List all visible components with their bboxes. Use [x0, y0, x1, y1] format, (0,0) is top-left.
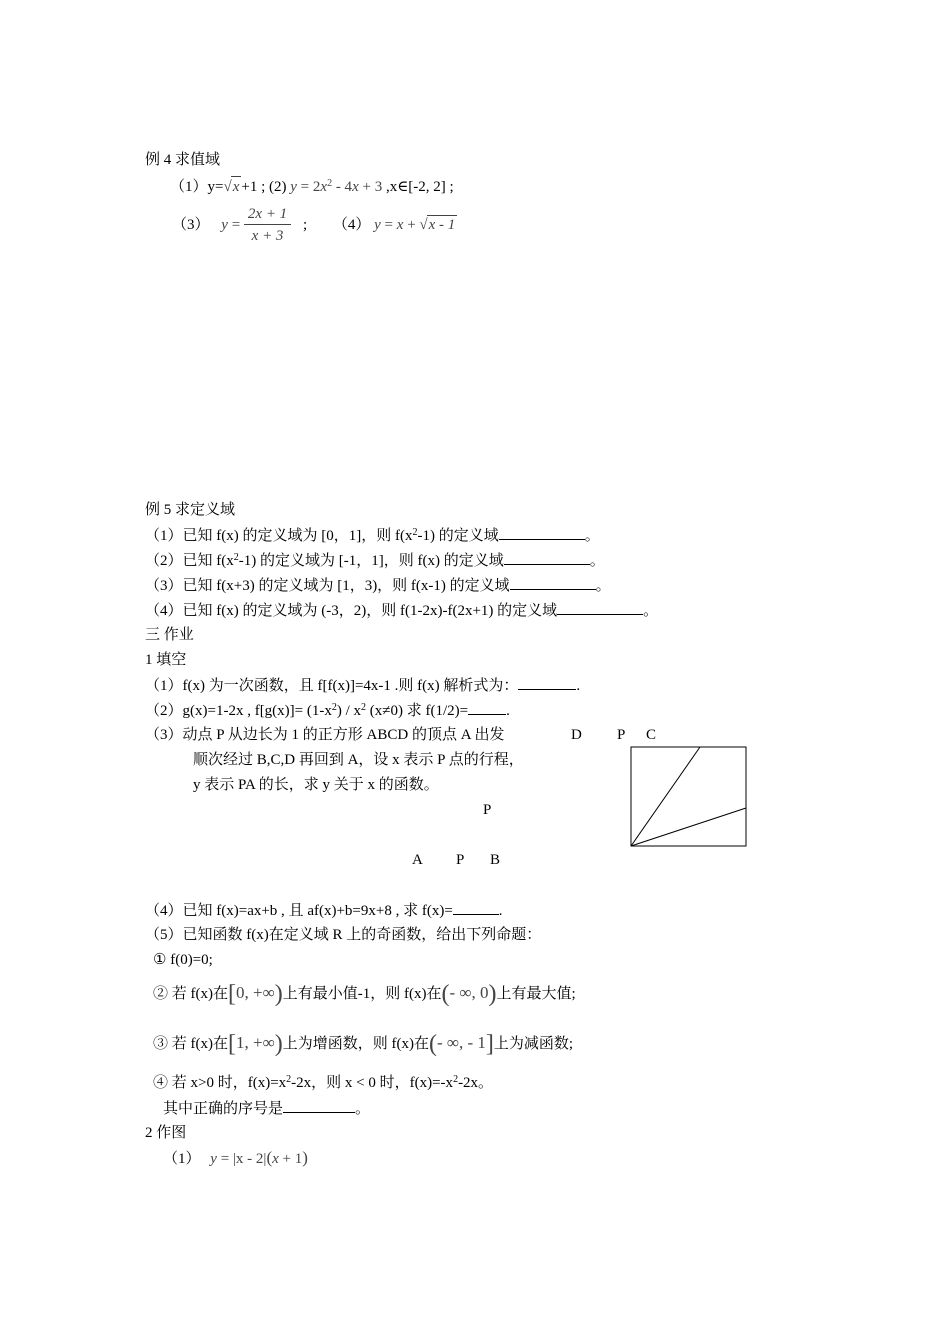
- ex4-q3-fraction: [244, 204, 291, 247]
- graph-q1-y: y: [210, 1151, 217, 1167]
- answer-blank[interactable]: [468, 700, 506, 715]
- graph-q1-eq: =: [216, 1151, 233, 1167]
- fill-q2-text3: (x≠0) 求 f(1/2)=: [366, 703, 469, 719]
- fill-q1-end: .: [576, 678, 581, 694]
- fill-question-2: [145, 700, 510, 721]
- prop3-text: ③ 若 f(x)在: [153, 1036, 228, 1052]
- fill-question-3-line-1: （3）动点 P 从边长为 1 的正方形 ABCD 的顶点 A 出发: [145, 727, 505, 743]
- ex5-question-2: [145, 550, 605, 571]
- ex4-q2-minus: - 4: [332, 179, 353, 195]
- ex4-q4-prefix: （4）: [332, 217, 371, 233]
- answer-blank[interactable]: [557, 600, 643, 615]
- answer-line: [163, 1098, 370, 1119]
- ex4-q4-eq: =: [380, 217, 397, 233]
- ex4-q2-x: x: [320, 179, 328, 195]
- answer-prompt: 其中正确的序号是: [163, 1101, 284, 1117]
- ex4-q2-exp: 2: [327, 178, 333, 189]
- ex5-q2-text: （2）已知 f(x: [145, 553, 234, 569]
- ex4-q3-y: y: [221, 217, 228, 233]
- answer-blank[interactable]: [499, 525, 585, 540]
- paren-right-icon: ): [274, 981, 283, 1007]
- ex5-q1-text2: -1) 的定义域: [417, 528, 499, 544]
- fraction-numerator: 2x + 1: [244, 204, 291, 225]
- ex5-q3-end: 。: [595, 578, 611, 594]
- fraction-denominator: x + 3: [251, 228, 284, 245]
- graph-question-1: [163, 1148, 308, 1169]
- prop4-sup2: 2: [453, 1074, 459, 1085]
- graph-q1-x: x: [272, 1151, 279, 1167]
- paren-left-icon: (: [428, 1031, 437, 1057]
- label-vertex-d: D: [571, 727, 582, 743]
- bracket-left-icon: [: [228, 1031, 236, 1057]
- paren-right-icon: ): [274, 1031, 283, 1057]
- ex4-q2-eq: = 2: [296, 179, 321, 195]
- fill-q4-end: .: [498, 903, 503, 919]
- label-vertex-c: C: [646, 727, 657, 743]
- ex5-q3-text: （3）已知 f(x+3) 的定义域为 [1，3)，则 f(x-1) 的定义域: [145, 578, 510, 594]
- example-4-line-1: [170, 176, 454, 197]
- bracket-left-icon: [: [228, 981, 236, 1007]
- homework-title: 三 作业: [145, 627, 194, 643]
- label-vertex-a: A: [412, 852, 423, 868]
- ex4-q4-x: x: [396, 217, 404, 233]
- sqrt-icon: √: [419, 217, 428, 233]
- ex4-q4-radicand: x - 1: [428, 217, 456, 233]
- ex4-q1-radicand: x: [231, 176, 242, 197]
- section-fill-in: 1 填空: [145, 652, 187, 668]
- paren-left-icon: (: [266, 1148, 273, 1167]
- answer-blank[interactable]: [510, 575, 596, 590]
- square-diagram: [630, 746, 748, 848]
- prop3-text3: 上为减函数;: [493, 1036, 574, 1052]
- ex4-q1-tail: +1 ; (2): [241, 179, 291, 195]
- fill-question-4: [145, 900, 503, 921]
- ex4-q3-semicolon: ;: [302, 217, 308, 233]
- proposition-1: ① f(0)=0;: [153, 952, 213, 968]
- abs-bar-right-icon: |: [263, 1151, 267, 1167]
- label-point-p-mid: P: [483, 802, 492, 818]
- ex4-q2-y: y: [290, 179, 297, 195]
- proposition-3: [153, 1028, 573, 1059]
- fill-q2-text2: ) / x: [336, 703, 362, 719]
- example-5-title: 例 5 求定义域: [145, 502, 236, 518]
- ex5-q4-end: 。: [643, 603, 659, 619]
- example-4-line-2: [172, 204, 457, 247]
- answer-blank[interactable]: [504, 550, 590, 565]
- graph-q1-tail: + 1: [278, 1151, 303, 1167]
- ex4-q2-plus: + 3: [358, 179, 383, 195]
- section-graphing: 2 作图: [145, 1125, 187, 1141]
- ex5-question-1: [145, 525, 600, 546]
- ex4-q2-domain: ,x∈[-2, 2] ;: [382, 179, 454, 195]
- fill-question-3-line-2: 顺次经过 B,C,D 再回到 A，设 x 表示 P 点的行程，: [193, 752, 524, 768]
- proposition-2: [153, 978, 576, 1009]
- prop4-text2: -2x，则 x < 0 时，f(x)=-x: [291, 1075, 454, 1091]
- prop3-interval-2: - ∞, - 1: [436, 1033, 486, 1052]
- paren-right-icon: ): [488, 981, 497, 1007]
- example-4-title: 例 4 求值域: [145, 152, 221, 168]
- fill-q2-sup2: 2: [361, 702, 367, 713]
- paren-right-icon: ): [302, 1148, 308, 1167]
- ex4-q2-x2: x: [352, 179, 359, 195]
- fill-q2-end: .: [506, 703, 510, 719]
- answer-end: 。: [355, 1101, 371, 1117]
- prop3-text2: 上为增函数，则 f(x)在: [282, 1036, 429, 1052]
- prop3-interval-1: 1, +∞: [236, 1033, 275, 1052]
- proposition-4: [153, 1073, 493, 1093]
- prop2-interval-1: 0, +∞: [236, 983, 275, 1002]
- ex5-question-3: [145, 575, 611, 596]
- sqrt-icon: √: [223, 179, 232, 195]
- ex5-q2-end: 。: [589, 553, 605, 569]
- prop2-interval-2: - ∞, 0: [449, 983, 489, 1002]
- ex5-q1-sup: 2: [412, 527, 418, 538]
- label-vertex-b: B: [490, 852, 501, 868]
- answer-blank[interactable]: [283, 1098, 355, 1113]
- prop2-text: ② 若 f(x)在: [153, 986, 228, 1002]
- fill-q2-sup1: 2: [331, 702, 337, 713]
- ex5-q2-sup: 2: [233, 552, 239, 563]
- ex4-q4-y: y: [374, 217, 381, 233]
- square-abcd: [631, 747, 746, 846]
- ex5-q4-text: （4）已知 f(x) 的定义域为 (-3，2)，则 f(1-2x)-f(2x+1) 的定义域: [145, 603, 558, 619]
- prop2-text3: 上有最大值;: [496, 986, 576, 1002]
- ex5-question-4: [145, 600, 658, 621]
- graph-q1-prefix: （1）: [163, 1151, 201, 1167]
- fill-question-3-line-3: y 表示 PA 的长，求 y 关于 x 的函数。: [193, 777, 439, 793]
- segment-pa-top: [631, 747, 700, 846]
- fill-q1-text: （1）f(x) 为一次函数，且 f[f(x)]=4x-1 .则 f(x) 解析式为：: [145, 678, 519, 694]
- ex4-q4-plus: +: [403, 217, 420, 233]
- ex5-q1-text: （1）已知 f(x) 的定义域为 [0，1]，则 f(x: [145, 528, 413, 544]
- prop4-text: ④ 若 x>0 时，f(x)=x: [153, 1075, 287, 1091]
- segment-pa-right: [631, 808, 746, 846]
- fill-q4-text: （4）已知 f(x)=ax+b , 且 af(x)+b=9x+8 , 求 f(x)=: [145, 903, 453, 919]
- ex5-q2-text2: -1) 的定义域为 [-1，1]，则 f(x) 的定义域: [238, 553, 504, 569]
- ex4-q3-prefix: （3）: [172, 217, 210, 233]
- ex4-q1-prefix: （1）y=: [170, 179, 224, 195]
- prop2-text2: 上有最小值-1，则 f(x)在: [282, 986, 442, 1002]
- fill-question-1: [145, 675, 580, 696]
- paren-left-icon: (: [441, 981, 450, 1007]
- label-point-p-bottom: P: [456, 852, 465, 868]
- fill-q2-text: （2）g(x)=1-2x , f[g(x)]= (1-x: [145, 703, 332, 719]
- prop4-sup1: 2: [286, 1074, 292, 1085]
- graph-q1-abs: x - 2: [235, 1151, 264, 1167]
- ex5-q1-end: 。: [584, 528, 600, 544]
- bracket-right-icon: ]: [485, 1031, 494, 1057]
- label-point-p-top: P: [617, 727, 626, 743]
- answer-blank[interactable]: [453, 900, 499, 915]
- ex4-q3-eq: =: [227, 217, 244, 233]
- abs-bar-left-icon: |: [232, 1151, 236, 1167]
- fill-question-5: （5）已知函数 f(x)在定义域 R 上的奇函数，给出下列命题：: [145, 927, 542, 943]
- answer-blank[interactable]: [518, 675, 576, 690]
- prop4-text3: -2x。: [458, 1075, 494, 1091]
